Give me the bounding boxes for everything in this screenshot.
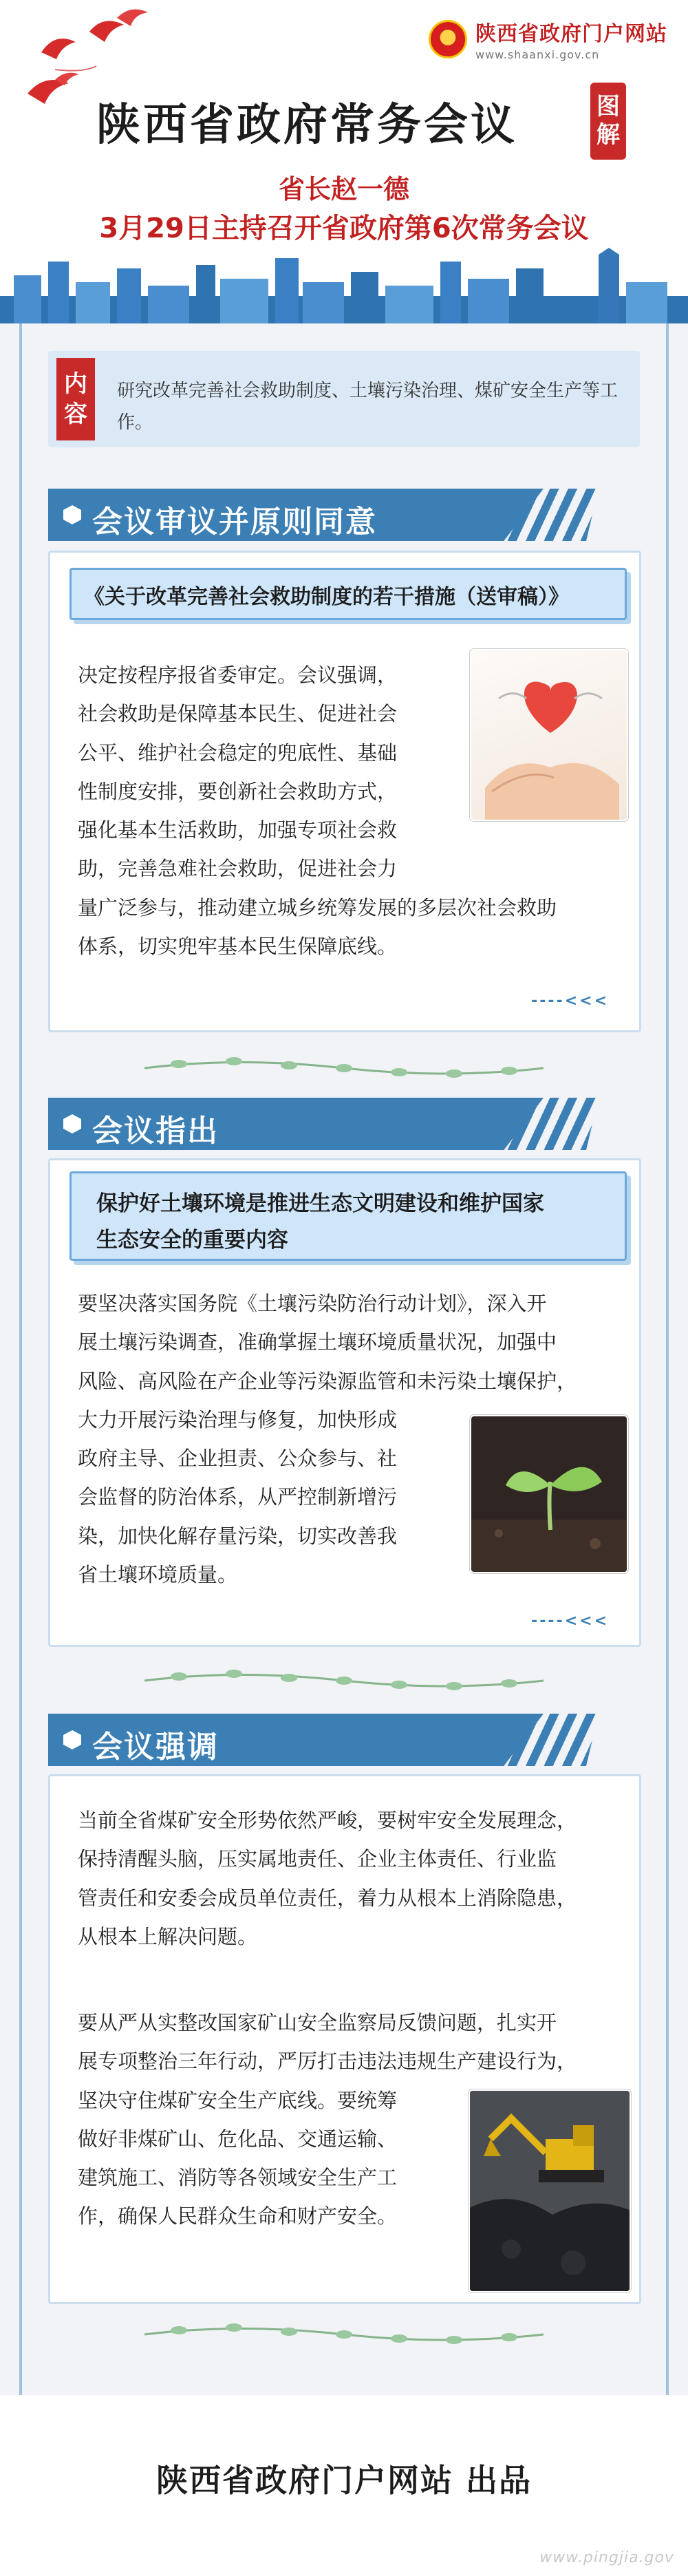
site-logo[interactable] — [429, 17, 667, 61]
policy-banner: 《关于改革完善社会救助制度的若干措施（送审稿）》 — [69, 568, 627, 620]
section-body: 要坚决落实国务院《土壤污染防治行动计划》，深入开 展土壤污染调查，准确掌握土壤环境质量状况，加强中 风险、高风险在产企业等污染源监管和未污染土壤保护， 大力开展污染治理与修复，加快形成 政府主导、企业担责、公众参与、社 会监督的防治体系，从严控制新增污 染，加快化解存量污染，切实改善我 省土壤环境质量。 — [78, 1292, 577, 1586]
page-title: 陕西省政府常务会议 — [96, 100, 517, 151]
section-title: 会议指出 — [92, 1114, 219, 1149]
site-url: www.shaanxi.gov.cn — [475, 48, 600, 61]
section-header-point-out — [48, 1098, 578, 1153]
site-name: 陕西省政府门户网站 — [475, 22, 667, 46]
section-title: 会议强调 — [92, 1729, 219, 1765]
section-card-point-out — [48, 1158, 641, 1647]
section-card-approve — [48, 551, 641, 1032]
watermark: www.pingjia.gov — [539, 2549, 674, 2566]
city-skyline-icon — [0, 248, 688, 323]
section-body-b: 要从严从实整改国家矿山安全监察局反馈问题，扎实开 展专项整治三年行动，严厉打击违法违规生产建设行为， 坚决守住煤矿安全生产底线。要统筹 做好非煤矿山、危化品、交通运输、 建筑施工、消防等各领域安全生产工 作，确保人民群众生命和财产安全。 — [78, 2011, 577, 2228]
section-body-a: 当前全省煤矿安全形势依然严峻，要树牢安全发展理念， 保持清醒头脑，压实属地责任、企业主体责任、行业监 管责任和安委会成员单位责任，着力从根本上消除隐患， 从根本上解决问题。 — [78, 1809, 577, 1948]
subtitle-meeting: 3月29日主持召开省政府第6次常务会议 — [99, 213, 589, 244]
section-header-emphasize — [48, 1714, 578, 1769]
more-arrows-icon: ----<<< — [531, 1612, 609, 1630]
section-title: 会议审议并原则同意 — [92, 504, 377, 540]
section-body: 决定按程序报省委审定。会议强调， 社会救助是保障基本民生、促进社会 公平、维护社会稳定的兜底性、基础 性制度安排，要创新社会救助方式， 强化基本生活救助，加强专项社会救 助，完善急难社会救助，促进社会力 量广泛参与，推动建立城乡统筹发展的多层次社会救助 体系，切实兜牢基本民生保障底线。 — [78, 663, 557, 958]
national-emblem-icon — [429, 20, 467, 58]
frame-line-left — [19, 323, 22, 2487]
soil-banner: 保护好土壤环境是推进生态文明建设和维护国家 生态安全的重要内容 — [69, 1171, 627, 1261]
footer — [0, 2395, 688, 2576]
vine-divider-icon — [138, 2319, 550, 2347]
content-tag: 内 容 — [56, 358, 95, 440]
footer-credit: 陕西省政府门户网站 出品 — [155, 2462, 532, 2499]
content-text: 研究改革完善社会救助制度、土壤污染治理、煤矿安全生产等工作。 — [117, 381, 619, 433]
header-banner — [0, 0, 688, 323]
vine-divider-icon — [138, 1053, 550, 1081]
frame-line-right — [666, 323, 669, 2487]
section-header-approve — [48, 489, 578, 544]
content-summary — [48, 351, 640, 447]
vine-divider-icon — [138, 1665, 550, 1693]
tujie-badge: 图 解 — [590, 83, 626, 160]
more-arrows-icon: ----<<< — [531, 992, 609, 1010]
section-card-emphasize — [48, 1774, 641, 2304]
subtitle-governor: 省长赵一德 — [278, 174, 409, 204]
